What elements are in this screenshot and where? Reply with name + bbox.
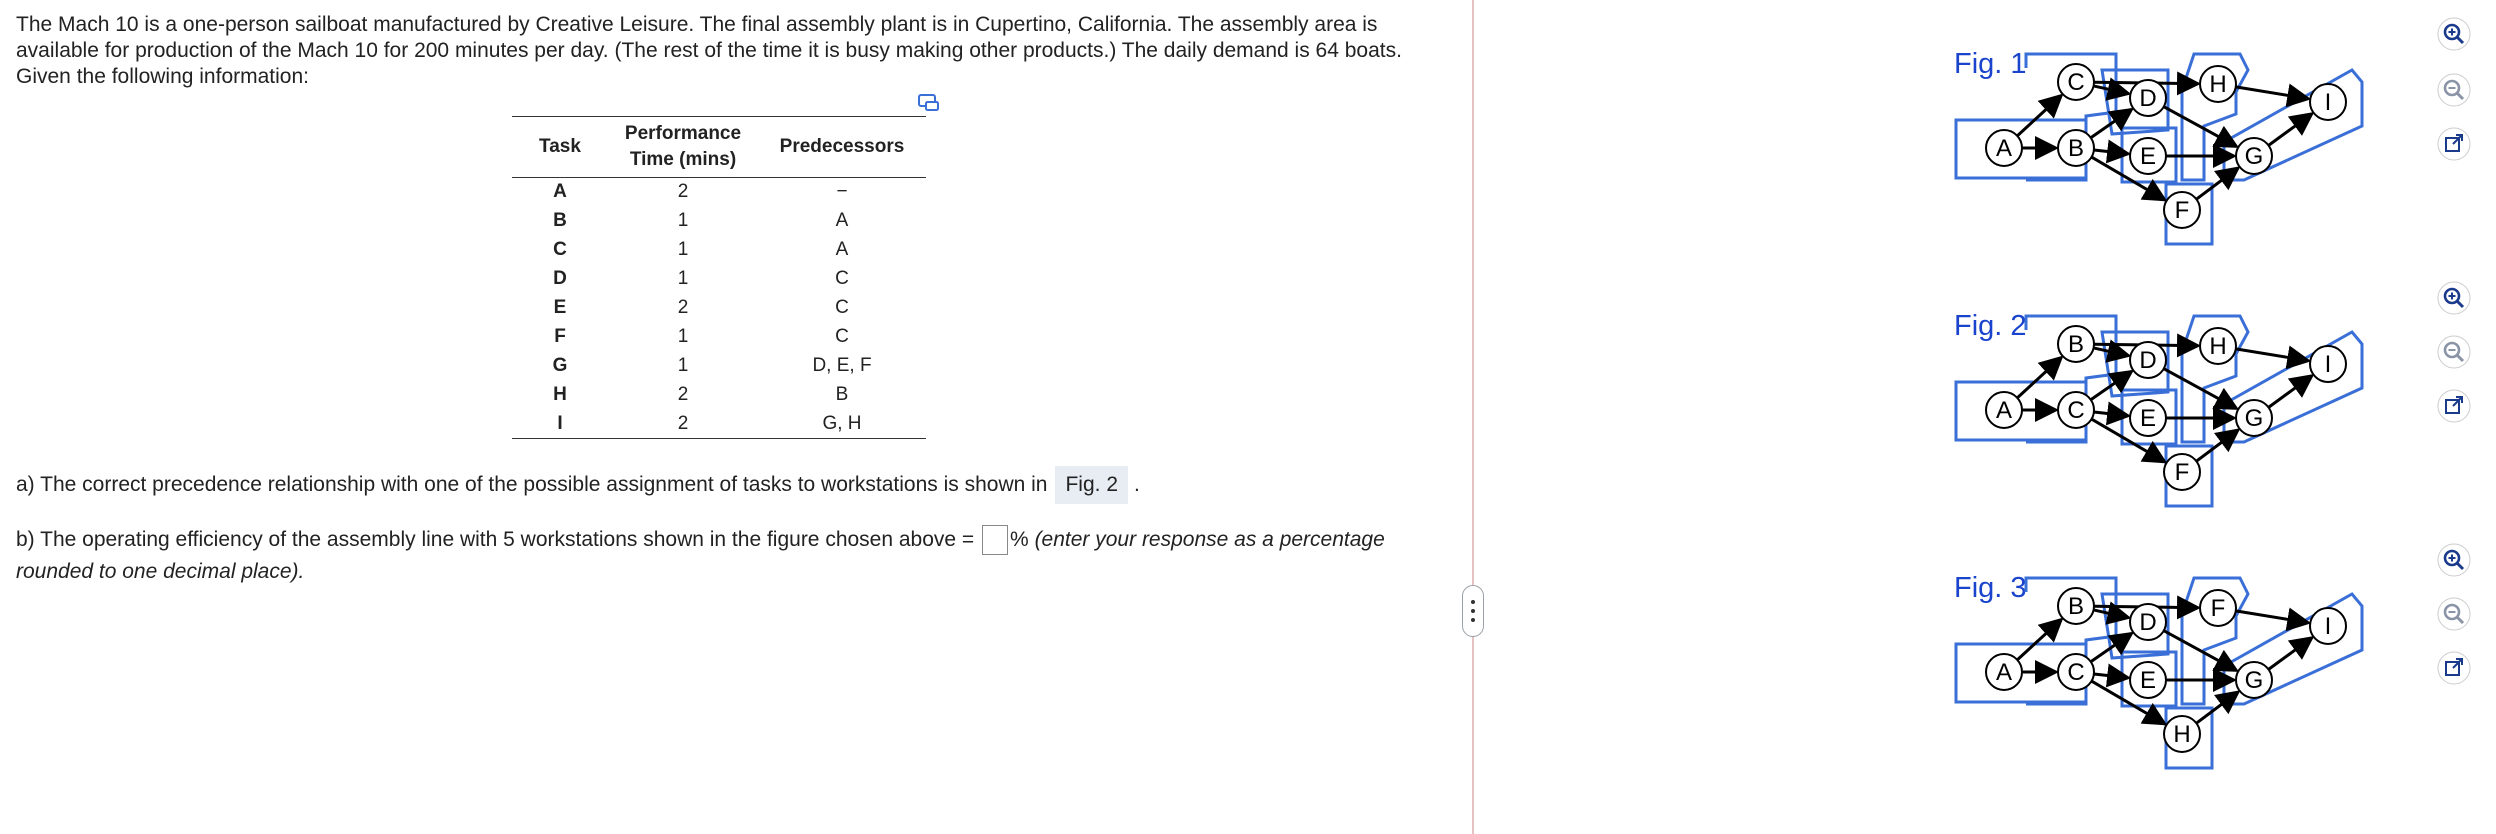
question-b-hint: (enter your response as a percentage rounded to one decimal place). (16, 528, 1385, 583)
task-cell: E (553, 297, 567, 318)
task-node-label: A (1995, 397, 2013, 424)
pred-cell: − (836, 181, 848, 203)
task-cell: D (553, 268, 567, 289)
time-cell: 2 (608, 410, 758, 439)
task-node-label: G (2244, 667, 2264, 694)
precedence-arrow (2017, 620, 2061, 660)
popout-icon[interactable] (2436, 126, 2472, 162)
time-cell: 1 (677, 268, 689, 289)
header-task: Task (512, 117, 608, 178)
task-node-label: A (1995, 135, 2013, 162)
popout-icon[interactable] (2436, 650, 2472, 686)
header-predecessors: Predecessors (758, 117, 926, 178)
time-cell: 1 (677, 210, 689, 231)
time-cell: 1 (677, 355, 689, 376)
figure-label: Fig. 2 (1954, 310, 2027, 342)
task-node-label: E (2139, 143, 2157, 170)
task-cell: I (512, 410, 608, 439)
task-node-label: B (2067, 331, 2085, 358)
task-node-label: D (2139, 347, 2157, 374)
task-node-label: A (1995, 659, 2013, 686)
task-node-label: H (2173, 721, 2191, 748)
precedence-arrow (2236, 611, 2308, 623)
header-time (608, 117, 758, 178)
header-time-line2: Time (mins) (629, 149, 737, 170)
pred-cell: C (835, 297, 849, 318)
time-cell: 2 (677, 297, 689, 318)
table-row (512, 265, 926, 294)
task-node-label: B (2067, 135, 2085, 162)
task-node-label: D (2139, 609, 2157, 636)
task-node-label: D (2139, 85, 2157, 112)
pane-divider (1472, 0, 1474, 834)
task-node-label: C (2067, 397, 2085, 424)
pred-cell: C (835, 268, 849, 289)
zoom-out-icon[interactable] (2436, 596, 2472, 632)
precedence-diagram (1936, 292, 2376, 522)
task-node-label: C (2067, 659, 2085, 686)
question-a (16, 466, 1140, 504)
task-node-label: F (2210, 595, 2226, 622)
precedence-arrow (2236, 349, 2308, 361)
efficiency-input[interactable] (982, 525, 1008, 555)
task-node-label: I (2324, 89, 2332, 116)
question-a-end: . (1134, 473, 1140, 496)
time-cell: 2 (677, 384, 689, 405)
precedence-arrow (2094, 348, 2129, 356)
task-cell: B (553, 210, 567, 231)
pane-resize-handle[interactable] (1462, 585, 1484, 637)
precedence-arrow (2269, 114, 2312, 146)
task-node-label: G (2244, 405, 2264, 432)
header-time-line1: Performance (624, 123, 742, 144)
precedence-diagram (1936, 554, 2376, 784)
table-row (512, 236, 926, 265)
question-a-text: a) The correct precedence relationship with one of the possible assignment of tasks to workstations is shown in (16, 473, 1048, 496)
task-table (512, 116, 926, 439)
task-cell: F (554, 326, 566, 347)
copy-icon[interactable] (918, 94, 940, 112)
task-cell: G (552, 355, 568, 376)
figure-answer-select[interactable]: Fig. 2 (1055, 466, 1128, 504)
task-node-label: H (2209, 333, 2227, 360)
task-node-label: E (2139, 667, 2157, 694)
zoom-in-icon[interactable] (2436, 16, 2472, 52)
precedence-figure (1936, 292, 2376, 522)
precedence-diagram (1936, 30, 2376, 260)
task-cell: H (553, 384, 567, 405)
time-cell: 2 (677, 181, 689, 203)
popout-icon[interactable] (2436, 388, 2472, 424)
figure-label: Fig. 1 (1954, 48, 2027, 80)
task-cell: C (553, 239, 567, 260)
task-node-label: E (2139, 405, 2157, 432)
pred-cell: D, E, F (812, 355, 872, 376)
time-cell: 1 (677, 239, 689, 260)
task-node-label: C (2067, 69, 2085, 96)
precedence-arrow (2017, 358, 2061, 398)
question-b-text: b) The operating efficiency of the assembly line with 5 workstations shown in the figure chosen above = (16, 528, 975, 551)
table-row (512, 352, 926, 381)
percent-unit: % (1010, 528, 1029, 551)
zoom-out-icon[interactable] (2436, 72, 2472, 108)
question-b (16, 524, 1446, 588)
table-row (512, 410, 926, 439)
task-node-label: I (2324, 613, 2332, 640)
task-node-label: H (2209, 71, 2227, 98)
task-node-label: I (2324, 351, 2332, 378)
task-cell: A (553, 181, 567, 203)
precedence-arrow (2269, 376, 2312, 408)
precedence-arrow (2269, 638, 2312, 670)
figure-label: Fig. 3 (1954, 572, 2027, 604)
pred-cell: C (835, 326, 849, 347)
pred-cell: A (835, 210, 849, 231)
time-cell: 1 (677, 326, 689, 347)
zoom-out-icon[interactable] (2436, 334, 2472, 370)
precedence-arrow (2094, 610, 2129, 618)
task-node-label: F (2174, 459, 2190, 486)
table-row (512, 178, 926, 207)
table-row (512, 381, 926, 410)
table-row (512, 323, 926, 352)
task-node-label: G (2244, 143, 2264, 170)
task-node-label: B (2067, 593, 2085, 620)
problem-intro: The Mach 10 is a one-person sailboat manufactured by Creative Leisure. The final assembly plant is in Cupertino, California. The assembly area is available for production of the Mach 10 for 200 minutes per day. (The rest of the time it is busy making other products.) The daily demand is 64 boats. Given the following information: (16, 13, 1402, 88)
task-node-label: F (2174, 197, 2190, 224)
precedence-figure (1936, 554, 2376, 784)
table-row (512, 207, 926, 236)
precedence-arrow (2236, 87, 2308, 99)
zoom-in-icon[interactable] (2436, 280, 2472, 316)
zoom-in-icon[interactable] (2436, 542, 2472, 578)
precedence-arrow (2017, 96, 2061, 136)
precedence-figure (1936, 30, 2376, 260)
pred-cell: A (835, 239, 849, 260)
table-row (512, 294, 926, 323)
pred-cell: B (835, 384, 849, 405)
pred-cell: G, H (758, 410, 926, 439)
precedence-arrow (2094, 86, 2129, 94)
